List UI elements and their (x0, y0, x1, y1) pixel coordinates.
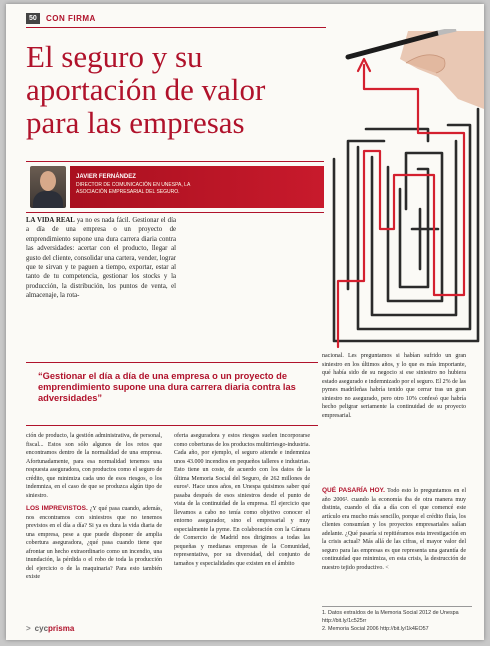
chevron-right-icon: > (26, 624, 31, 633)
pull-quote-box (26, 362, 318, 426)
intro-text: ya no es nada fácil. Gestionar el día a día de una empresa o un proyecto de emprendimiento supone una dura carrera diaria contra las adversidades: acertar con el producto, llegar al gusto del cliente, consolidar una cartera, vender, lograr que te sirvan y te paguen a tiempo, exportar, estar al tanto de tu competencia, gestionar los stocks y la producción, la distribución, los puntos de venta, el almacenaje, la rota- (26, 217, 176, 300)
pull-quote: “Gestionar el día a día de una empresa o un proyecto de emprendimiento supone una dura carrera diaria contra las adversidades” (38, 371, 296, 403)
col3-subhead: QUÉ PASARÍA HOY. (322, 487, 385, 494)
footer-brand (26, 624, 74, 633)
col3-paragraph-2: Todo esto lo preguntamos en el año 2006². cuando la economía iba de otra manera muy distinta, cuando el día a día con el que comencé este artículo era mucho más sencillo, porque el crédito fluía, los clientes consumían y los proyectos empresariales salían adelante. ¿Qué pasaría si repitiéramos esta investigación en la crisis actual? Más allá de las cifras, el mayor valor del seguro para las empresas es que representa una garantía de continuidad que minimiza, en esta crisis, la destrucción de nuestro tejido productivo. < (322, 488, 466, 571)
section-header (26, 13, 326, 28)
brand-part-a: cyc (34, 624, 49, 633)
brand-part-b: prisma (48, 624, 75, 633)
footnotes (322, 606, 472, 633)
intro-lead: LA VIDA REAL (26, 217, 75, 224)
page-number: 50 (26, 13, 40, 24)
column-3-bottom (322, 487, 466, 572)
footnote-2: 2. Memoria Social 2006 http://bit.ly/1k4EO57 (322, 626, 429, 632)
author-box (26, 161, 324, 213)
author-role: DIRECTOR DE COMUNICACIÓN EN UNESPA, LA ASOCIACIÓN EMPRESARIAL DEL SEGURO. (76, 182, 190, 195)
intro-paragraph (26, 216, 176, 301)
column-2 (174, 432, 310, 568)
footnote-1: 1. Datos extraídos de la Memoria Social 2012 de Unespa http://bit.ly/1c525rr (322, 610, 459, 624)
author-name: JAVIER FERNÁNDEZ (76, 174, 136, 180)
col3-paragraph-1: nacional. Les preguntamos si habían sufrido un gran siniestro en los últimos años, y lo que es más importante, qué había sido de su negocio si ese siniestro no hubiera estado asegurado e indemnizado por el seguro. El 2% de las pymes madrileñas habría tenido que cerrar tras un gran siniestro no asegurado, pero otro 10% confesó que habría hecho peligrar seriamente la continuidad de su proyecto empresarial. (322, 353, 466, 419)
author-photo (30, 166, 66, 208)
col1-paragraph-2: ¿Y qué pasa cuando, además, nos encontramos con siniestros que no tenemos previstos en el día a día? Si ya es dura la vida diaria de una empresa, pese a que puede disponer de amplia cobertura aseguradora, ¿qué pasa cuando tiene que afrontar un hecho extraordinario como un incendio, una inundación, la pérdida o el robo de toda la producción del ejercicio o de la maquinaria? Para esto también existe (26, 506, 162, 580)
col1-paragraph-1: ción de producto, la gestión administrativa, de personal, fiscal... Estos son sólo algunos de los retos que encontramos dentro de la normalidad de una empresa. Afortunadamente, para esa normalidad tenemos una respuesta aseguradora, con productos como el seguro de crédito, que minimiza cada uno de esos riesgos, o los indemniza, en el caso de que se produzca algún tipo de siniestro. (26, 433, 162, 499)
column-1 (26, 432, 162, 582)
section-label: CON FIRMA (46, 14, 96, 23)
article-title: El seguro y su aportación de valor para las empresas (26, 39, 266, 140)
magazine-page (6, 4, 484, 640)
maze-illustration (288, 29, 484, 349)
column-3 (322, 352, 466, 420)
col2-paragraph-1: oferta aseguradora y estos riesgos suelen incorporarse como coberturas de los productos multirriesgo-industria. Cada año, por ejemplo, el seguro atiende e indemniza unos 43.000 incendios en pequeños talleres e industrias. Esto tiene un coste, de acuerdo con los datos de la última Memoria Social del Seguro, de 262 millones de euros¹. Hace unos años, en Unespa quisimos saber qué pasaba después de esos siniestros desde el punto de vista de la continuidad de la empresa. El ejercicio que llevamos a cabo no tenía como objetivo conocer el entorno asegurador, sino el empresarial y muy especialmente la pyme. En colaboración con la Cámara de Comercio de Madrid nos dirigimos a todas las pequeñas y medianas empresas de la Comunidad, representativa, por su diversidad, del conjunto de tamaños y especialidades que existen en el ámbito (174, 433, 310, 567)
author-banner (70, 166, 324, 208)
col1-subhead: LOS IMPREVISTOS. (26, 505, 88, 512)
